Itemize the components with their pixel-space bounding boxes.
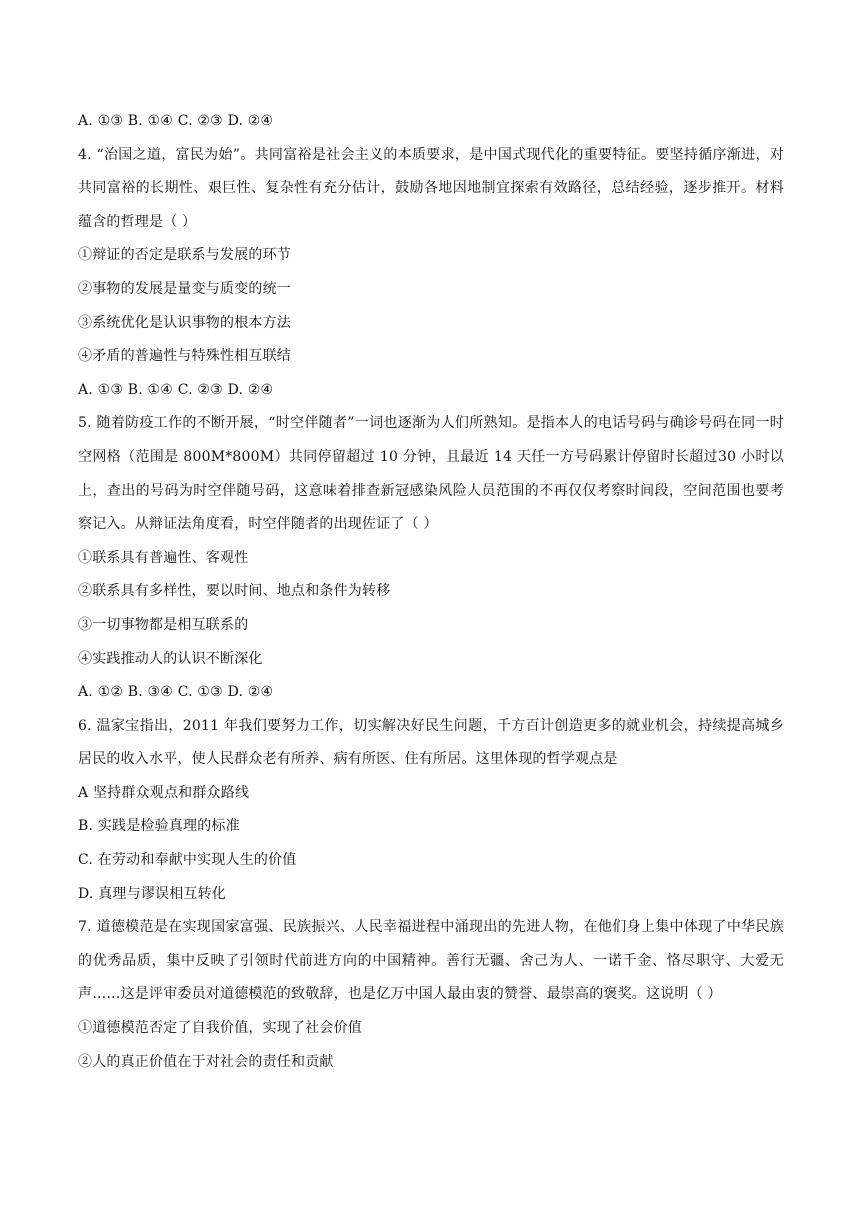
q7-option-2: ②人的真正价值在于对社会的责任和贡献	[78, 1053, 334, 1070]
q6-choice-d: D. 真理与谬误相互转化	[78, 885, 227, 902]
q6-choice-a: A 坚持群众观点和群众路线	[78, 784, 250, 801]
q4-answer-choices: A. ①③ B. ①④ C. ②③ D. ②④	[78, 381, 274, 398]
q4-option-2: ②事物的发展是量变与质变的统一	[78, 280, 291, 297]
q7-option-1: ①道德模范否定了自我价值，实现了社会价值	[78, 1020, 362, 1037]
q6-choice-c: C. 在劳动和奉献中实现人生的价值	[78, 852, 297, 869]
q5-option-1: ①联系具有普遍性、客观性	[78, 549, 249, 566]
q4-stem: 4. “治国之道，富民为始”。共同富裕是社会主义的本质要求，是中国式现代化的重要特征。要坚持循序渐进，对共同富裕的长期性、艰巨性、复杂性有充分估计，鼓励各地因地制宜探索有效路径，总结经验，逐步推开。材料蕴含的哲理是（ ）	[78, 146, 784, 230]
q7-stem: 7. 道德模范是在实现国家富强、民族振兴、人民幸福进程中涌现出的先进人物，在他们身上集中体现了中华民族的优秀品质，集中反映了引领时代前进方向的中国精神。善行无疆、舍己为人、一诺千金、恪尽职守、大爱无声……这是评审委员对道德模范的致敬辞，也是亿万中国人最由衷的赞誉、最崇高的褒奖。这说明（ ）	[78, 919, 784, 1003]
q5-option-2: ②联系具有多样性，要以时间、地点和条件为转移	[78, 583, 391, 600]
q3-answer-choices: A. ①③ B. ①④ C. ②③ D. ②④	[78, 113, 274, 129]
q5-stem: 5. 随着防疫工作的不断开展，“时空伴随者”一词也逐渐为人们所熟知。是指本人的电话号码与确诊号码在同一时空网格（范围是 800M*800M）共同停留超过 10 分钟，且最近 14 天任一方号码累计停留时长超过30 小时以上，查出的号码为时空伴随号码，这意味着排查新冠感染风险人员范围的不再仅仅考察时间段，空间范围也要考察记入。从辩证法角度看，时空伴随者的出现佐证了（ ）	[78, 415, 784, 533]
q5-option-4: ④实践推动人的认识不断深化	[78, 650, 263, 667]
q4-option-4: ④矛盾的普遍性与特殊性相互联结	[78, 348, 291, 365]
q6-choice-b: B. 实践是检验真理的标准	[78, 818, 240, 835]
q4-option-3: ③系统优化是认识事物的根本方法	[78, 314, 291, 331]
q5-option-3: ③一切事物都是相互联系的	[78, 616, 249, 633]
document-page	[78, 105, 784, 1079]
q6-stem: 6. 温家宝指出，2011 年我们要努力工作，切实解决好民生问题，千方百计创造更多的就业机会，持续提高城乡居民的收入水平，使人民群众老有所养、病有所医、住有所居。这里体现的哲学观点是	[78, 717, 784, 768]
q5-answer-choices: A. ①② B. ③④ C. ①③ D. ②④	[78, 684, 274, 701]
q4-option-1: ①辩证的否定是联系与发展的环节	[78, 247, 291, 264]
